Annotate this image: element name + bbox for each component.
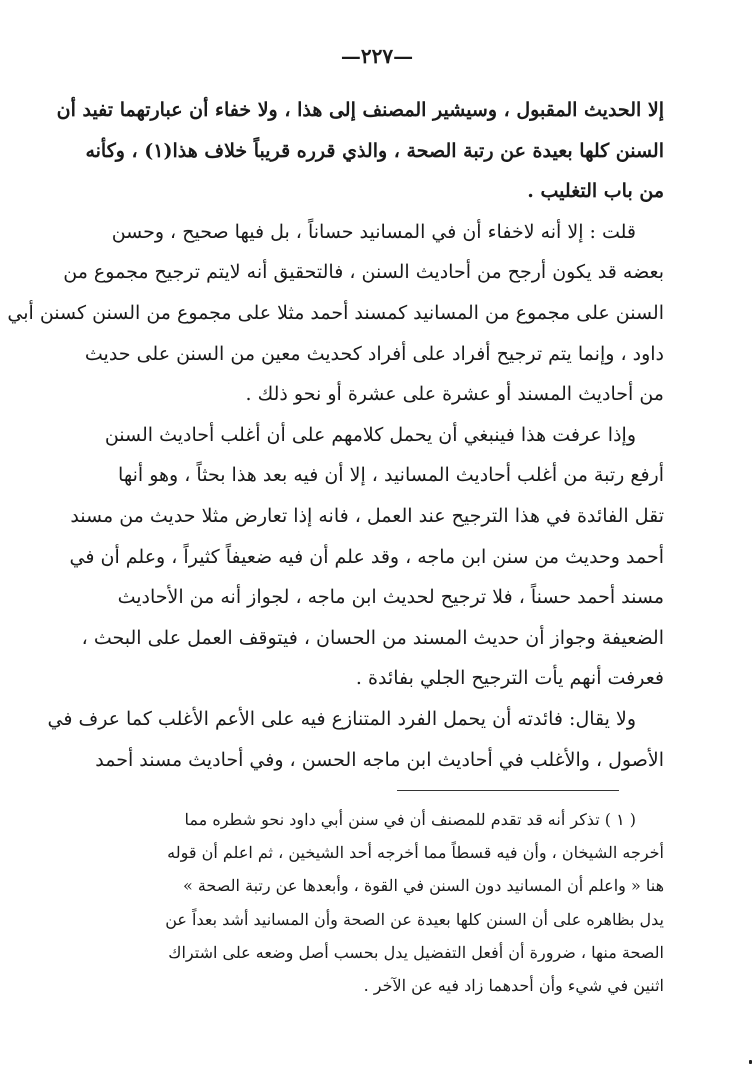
text-line: إلا الحديث المقبول ، وسيشير المصنف إلى هذا ، ولا خفاء أن عبارتهما تفيد أن xyxy=(56,99,664,121)
text-line: السنن كلها بعيدة عن رتبة الصحة ، والذي قرره قريباً خلاف هذا(١) ، وكأنه xyxy=(85,139,664,162)
page-number: —٢٢٧— xyxy=(340,44,414,68)
text-line: السنن على مجموع من المسانيد كمسند أحمد مثلا على مجموع من السنن كسنن أبي xyxy=(7,301,664,324)
text-line: أحمد وحديث من سنن ابن ماجه ، وقد علم أن فيه ضعيفاً كثيراً ، وعلم أن في xyxy=(69,545,664,568)
footnote-line: ( ١ ) تذكر أنه قد تقدم للمصنف أن في سنن أبي داود نحو شطره مما xyxy=(184,810,636,829)
footnote-separator xyxy=(397,790,619,791)
text-line: وإذا عرفت هذا فينبغي أن يحمل كلامهم على أن أغلب أحاديث السنن xyxy=(104,423,636,446)
footnote-block xyxy=(82,803,664,1002)
text-line: مسند أحمد حسناً ، فلا ترجيح لحديث ابن ماجه ، لجواز أنه من الأحاديث xyxy=(117,586,664,609)
text-line: بعضه قد يكون أرجح من أحاديث السنن ، فالتحقيق أنه لايتم ترجيح مجموع من xyxy=(63,261,664,284)
footnote-line: هنا « واعلم أن المسانيد دون السنن في القوة ، وأبعدها عن رتبة الصحة » xyxy=(182,876,664,896)
footnote-line: اثنين في شيء وأن أحدهما زاد فيه عن الآخر . xyxy=(363,975,664,995)
footnote-line: يدل بظاهره على أن السنن كلها بعيدة عن الصحة وأن المسانيد أشد بعداً عن xyxy=(165,909,664,929)
footnote-line: الصحة منها ، ضرورة أن أفعل التفضيل يدل بحسب أصل وضعه على اشتراك xyxy=(168,942,664,962)
text-line: فعرفت أنهم يأت الترجيح الجلي بفائدة . xyxy=(355,667,664,690)
text-line: من أحاديث المسند أو عشرة على عشرة أو نحو ذلك . xyxy=(245,383,664,406)
scan-speck xyxy=(749,1060,752,1064)
text-line: أرفع رتبة من أغلب أحاديث المسانيد ، إلا أن فيه بعد هذا بحثاً ، وهو أنها xyxy=(118,464,664,487)
text-line: الضعيفة وجواز أن حديث المسند من الحسان ، فيتوقف العمل على البحث ، xyxy=(81,626,664,649)
text-line: الأصول ، والأغلب في أحاديث ابن ماجه الحسن ، وفي أحاديث مسند أحمد xyxy=(95,748,664,771)
text-line: ولا يقال: فائدته أن يحمل الفرد المتنازع فيه على الأعم الأغلب كما عرف في xyxy=(47,707,636,730)
text-line: تقل الفائدة في هذا الترجيح عند العمل ، فانه إذا تعارض مثلا حديث من مسند xyxy=(70,504,664,527)
footnote-line: أخرجه الشيخان ، وأن فيه قسطاً مما أخرجه أحد الشيخين ، ثم اعلم أن قوله xyxy=(167,843,664,863)
text-line: داود ، وإنما يتم ترجيح أفراد على أفراد كحديث معين من السنن على حديث xyxy=(84,342,664,365)
text-line: من باب التغليب . xyxy=(527,180,664,203)
text-line: قلت : إلا أنه لاخفاء أن في المسانيد حساناً ، بل فيها صحيح ، وحسن xyxy=(111,220,636,243)
main-text-block xyxy=(7,90,664,780)
